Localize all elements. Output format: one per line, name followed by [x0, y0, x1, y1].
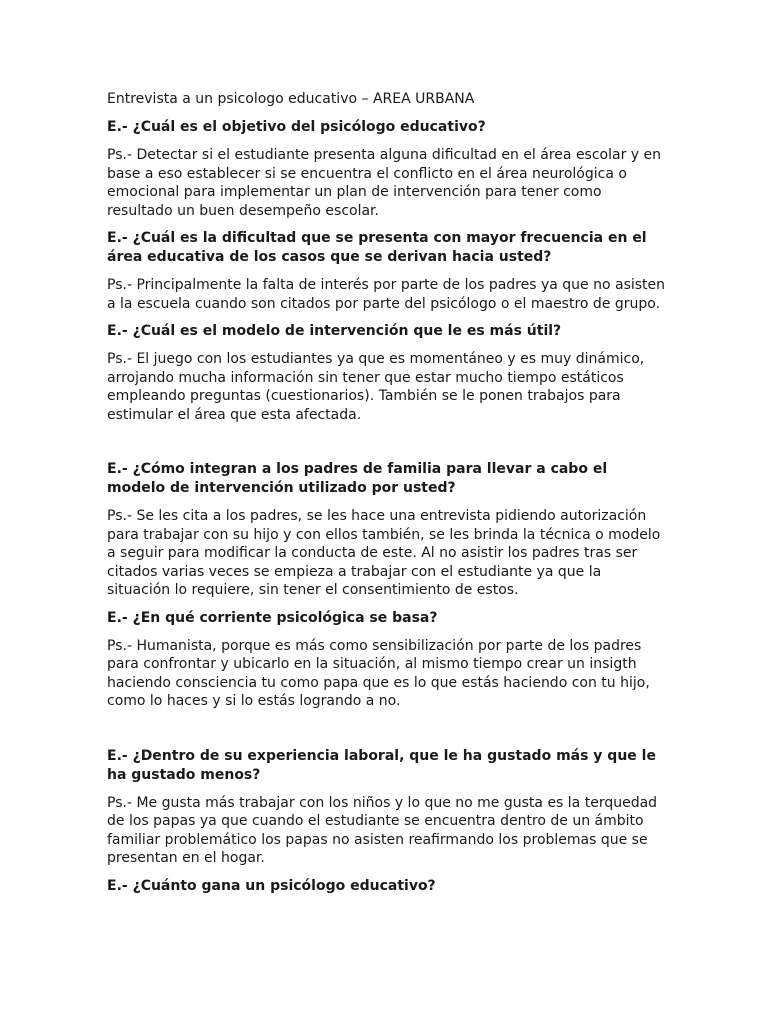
document-title: Entrevista a un psicologo educativo – AREA URBANA [107, 91, 475, 107]
answer-1: Ps.- Detectar si el estudiante presenta alguna dificultad en el área escolar y en base a eso establecer si se encuentra el conflicto en el área neurológica o emocional para implementar un plan de intervención para tener como resultado un buen desempeño escolar. [107, 147, 662, 219]
question-6: E.- ¿Dentro de su experiencia laboral, que le ha gustado más y que le ha gustado menos? [107, 747, 656, 783]
answer-3: Ps.- El juego con los estudiantes ya que es momentáneo y es muy dinámico, arrojando mucha información sin tener que estar mucho tiempo estáticos empleando preguntas (cuestionarios). También se le ponen trabajos para estimular el área que esta afectada. [107, 351, 645, 423]
answer-5: Ps.- Humanista, porque es más como sensibilización por parte de los padres para confrontar y ubicarlo en la situación, al mismo tiempo crear un insigth haciendo consciencia tu como papa que es lo que estás haciendo con tu hijo, como lo haces y si lo estás logrando a no. [107, 637, 650, 709]
question-4: E.- ¿Cómo integran a los padres de familia para llevar a cabo el modelo de intervención utilizado por usted? [107, 461, 608, 496]
question-1: E.- ¿Cuál es el objetivo del psicólogo educativo? [107, 119, 486, 135]
answer-6: Ps.- Me gusta más trabajar con los niños y lo que no me gusta es la terquedad de los papas ya que cuando el estudiante se encuentra dentro de un ámbito familiar problemático los papas no asisten reafirmando los problemas que se presentan en el hogar. [107, 794, 658, 866]
paragraph-spacer [107, 433, 667, 460]
document-page [107, 90, 667, 905]
question-3: E.- ¿Cuál es el modelo de intervención que le es más útil? [107, 323, 562, 339]
question-7: E.- ¿Cuánto gana un psicólogo educativo? [107, 877, 436, 894]
question-2: E.- ¿Cuál es la dificultad que se presenta con mayor frecuencia en el área educativa de los casos que se derivan hacia usted? [107, 230, 647, 265]
answer-2: Ps.- Principalmente la falta de interés por parte de los padres ya que no asisten a la escuela cuando son citados por parte del psicólogo o el maestro de grupo. [107, 277, 666, 312]
paragraph-spacer [107, 720, 667, 747]
question-5: E.- ¿En qué corriente psicológica se basa? [107, 609, 438, 626]
answer-4: Ps.- Se les cita a los padres, se les hace una entrevista pidiendo autorización para trabajar con su hijo y con ellos también, se les brinda la técnica o modelo a seguir para modificar la conducta de este. Al no asistir los padres tras ser citados varias veces se empieza a trabajar con el estudiante ya que la situación lo requiere, sin tener el consentimiento de estos. [107, 508, 661, 598]
